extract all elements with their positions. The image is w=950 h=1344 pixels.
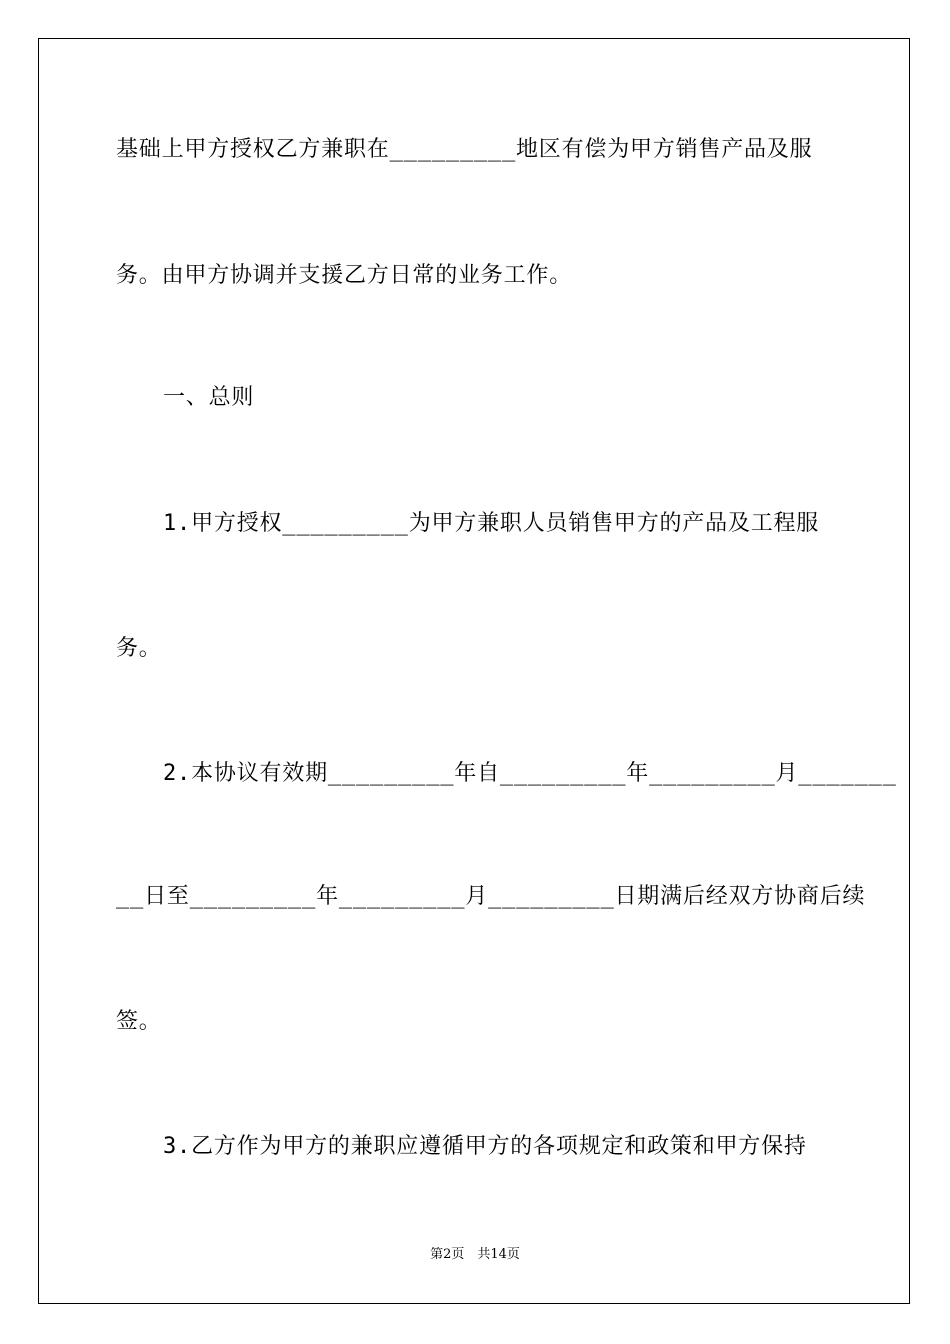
clause-2-line-1: 2.本协议有效期_________年自_________年_________月_______: [163, 761, 897, 786]
clause-2-line-2: __日至_________年_________月_________日期满后经双方协商后续: [116, 884, 866, 909]
clause-2-line-3: 签。: [116, 1009, 162, 1034]
clause-1-line-1: 1.甲方授权_________为甲方兼职人员销售甲方的产品及工程服: [163, 511, 820, 536]
body-line-2: 务。由甲方协调并支援乙方日常的业务工作。: [116, 263, 573, 288]
section-heading-general: 一、总则: [163, 385, 255, 410]
page-number-footer: 第2页 共14页: [430, 1247, 520, 1262]
clause-3-line-1: 3.乙方作为甲方的兼职应遵循甲方的各项规定和政策和甲方保持: [163, 1134, 807, 1159]
clause-1-line-2: 务。: [116, 636, 162, 661]
body-line-1: 基础上甲方授权乙方兼职在_________地区有偿为甲方销售产品及服: [116, 137, 813, 162]
page-border: [38, 38, 910, 1304]
